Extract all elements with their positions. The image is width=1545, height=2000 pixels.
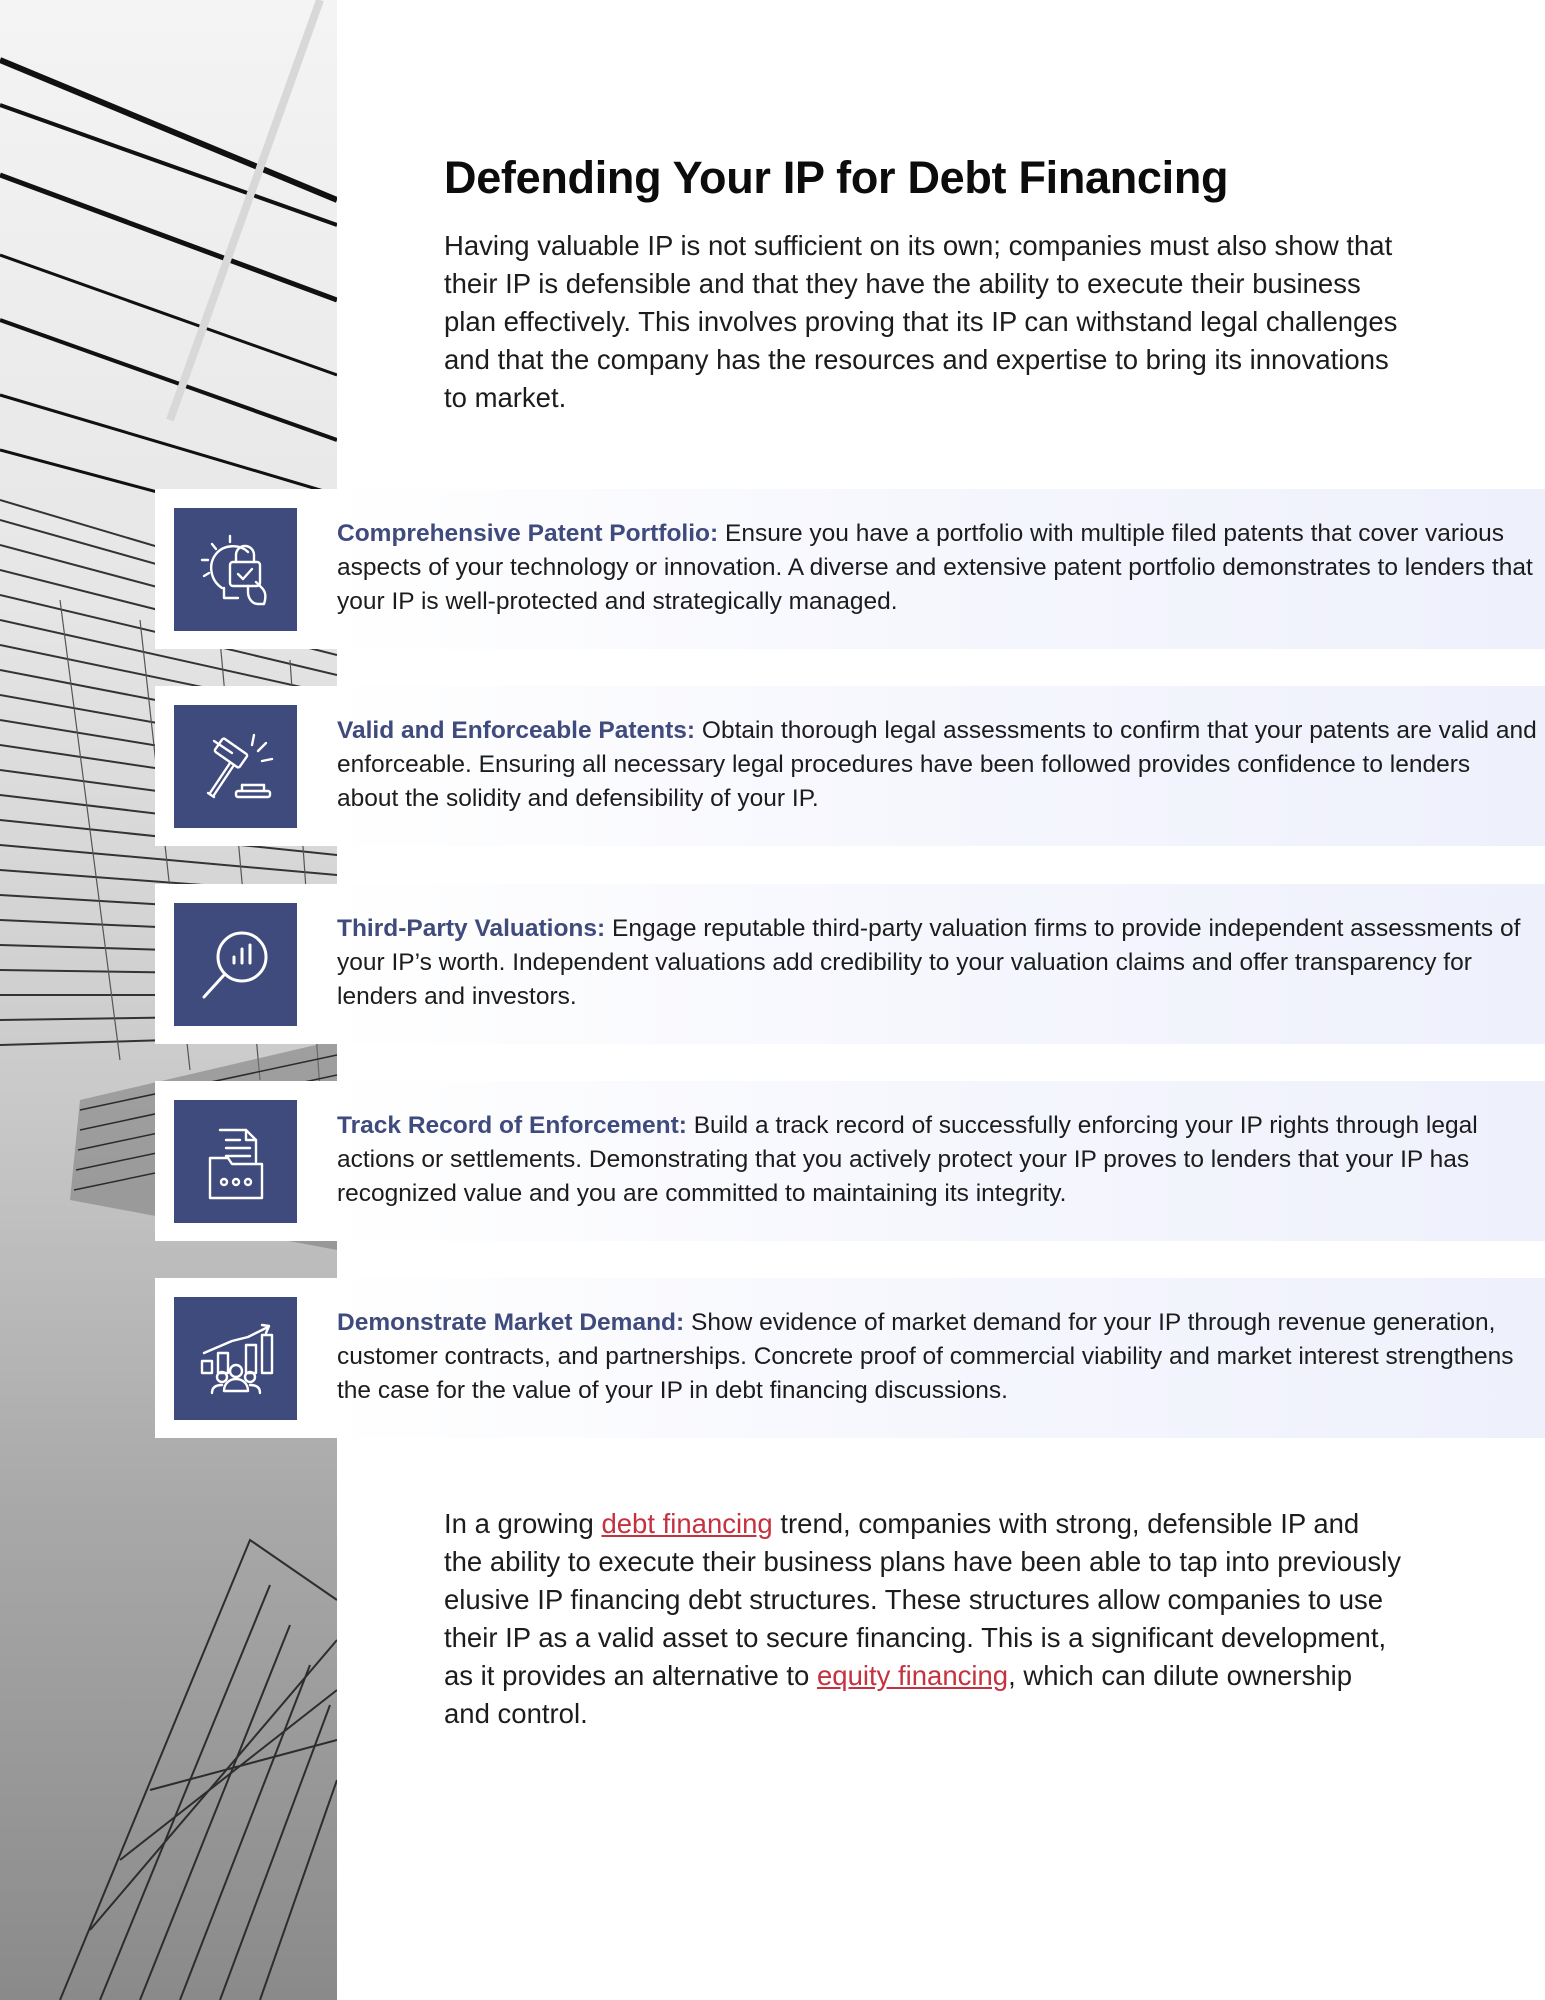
card-valid-patents — [155, 686, 1545, 846]
card-body: Build a track record of successfully enforcing your IP rights through legal actions or settlements. Demonstrating that you actively protect your IP proves to lenders that your IP has recognized value and you are committed to maintaining its integrity. — [337, 1112, 1478, 1207]
card-heading: Track Record of Enforcement: — [337, 1112, 687, 1139]
icon-tile — [174, 903, 297, 1026]
card-market-demand — [155, 1278, 1545, 1438]
card-heading: Third-Party Valuations: — [337, 915, 606, 942]
magnifier-chart-icon — [192, 921, 280, 1009]
page-title: Defending Your IP for Debt Financing — [444, 152, 1229, 203]
card-text — [337, 912, 1537, 1014]
card-text — [337, 714, 1537, 816]
icon-tile — [174, 508, 297, 631]
closing-text-2: trend, companies with strong, defensible IP and the ability to execute their business plans have been able to tap into previously elusive IP financing debt structures. These structures allow companies to use their IP as a valid asset to secure financing. This is a significant development, as it provides an alternative to — [444, 1508, 1401, 1691]
card-third-party-valuations — [155, 884, 1545, 1044]
equity-financing-link[interactable]: equity financing — [816, 1660, 1009, 1691]
card-text — [337, 1109, 1537, 1211]
icon-tile — [174, 1297, 297, 1420]
card-track-record — [155, 1081, 1545, 1241]
card-heading: Comprehensive Patent Portfolio: — [337, 520, 719, 547]
icon-tile — [174, 705, 297, 828]
closing-paragraph — [444, 1505, 1404, 1733]
card-body: Show evidence of market demand for your IP through revenue generation, customer contracts, and partnerships. Concrete proof of commercial viability and market interest strengthens the case for the value of your IP in debt financing discussions. — [337, 1309, 1514, 1404]
debt-financing-link[interactable]: debt financing — [601, 1508, 773, 1539]
card-patent-portfolio — [155, 489, 1545, 649]
document-folder-icon — [192, 1118, 280, 1206]
intro-paragraph: Having valuable IP is not sufficient on its own; companies must also show that their IP is defensible and that they have the ability to execute their business plan effectively. This involves proving that its IP can withstand legal challenges and that the company has the resources and expertise to bring its innovations to market. — [444, 230, 1398, 413]
gavel-icon — [192, 723, 280, 811]
card-body: Ensure you have a portfolio with multiple filed patents that cover various aspects of your technology or innovation. A diverse and extensive patent portfolio demonstrates to lenders that your IP is well-protected and strategically managed. — [337, 520, 1533, 615]
card-heading: Demonstrate Market Demand: — [337, 1309, 685, 1336]
card-text — [337, 1306, 1537, 1408]
card-body: Engage reputable third-party valuation firms to provide independent assessments of your IP’s worth. Independent valuations add credibility to your valuation claims and offer transparency for lenders and investors. — [337, 915, 1521, 1010]
card-text — [337, 517, 1537, 619]
market-growth-icon — [192, 1315, 280, 1403]
closing-text-1: In a growing — [444, 1508, 602, 1539]
icon-tile — [174, 1100, 297, 1223]
card-body: Obtain thorough legal assessments to confirm that your patents are valid and enforceable. Ensuring all necessary legal procedures have been followed provides confidence to lenders about the solidity and defensibility of your IP. — [337, 717, 1537, 812]
lightbulb-lock-icon — [192, 526, 280, 614]
card-heading: Valid and Enforceable Patents: — [337, 717, 696, 744]
closing-text-3: , which can dilute ownership and control. — [444, 1660, 1353, 1729]
